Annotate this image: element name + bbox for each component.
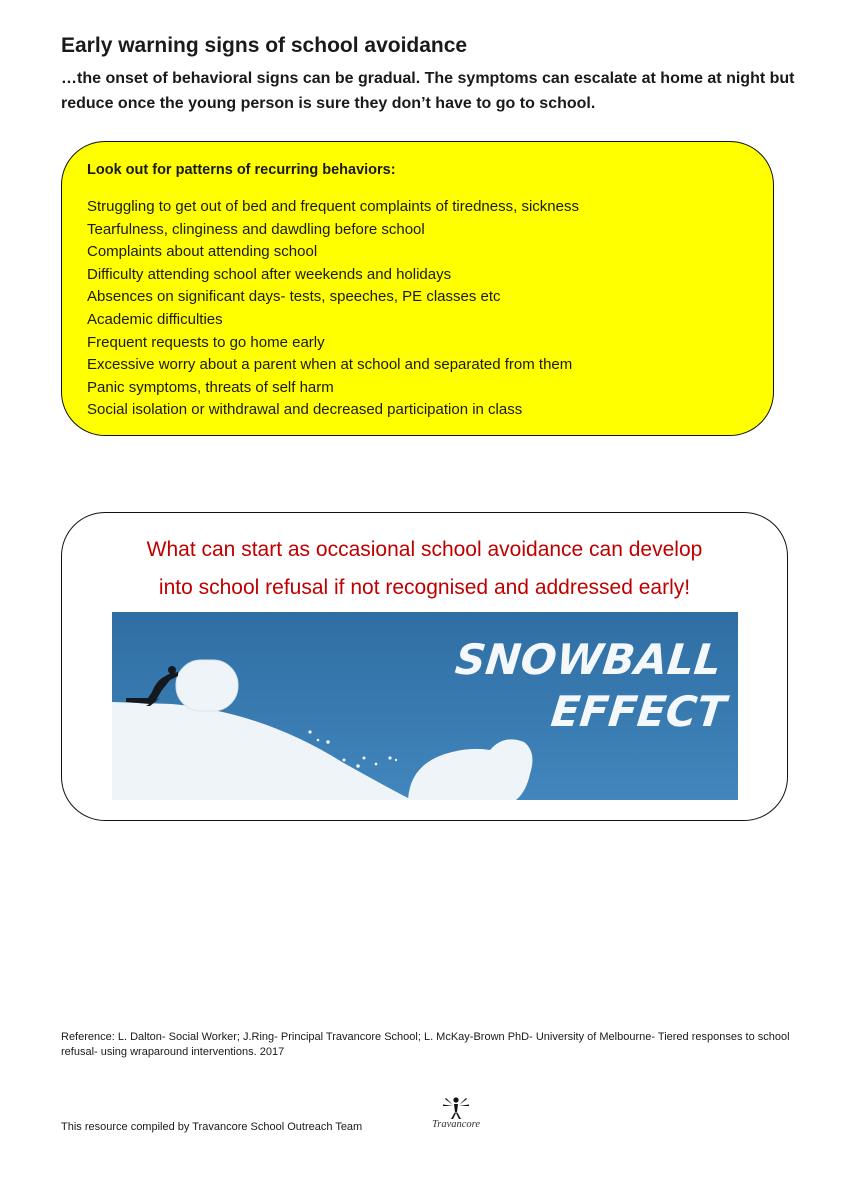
sign-item: Academic difficulties [87, 310, 223, 328]
page-subtitle: …the onset of behavioral signs can be gradual. The symptoms can escalate at home at night but reduce once the young person is sure they don’t have to go to school. [61, 70, 795, 112]
sign-item: Frequent requests to go home early [87, 333, 325, 351]
patterns-heading: Look out for patterns of recurring behaviors: [87, 162, 396, 178]
page-title: Early warning signs of school avoidance [61, 34, 468, 57]
reference-note: Reference: L. Dalton- Social Worker; J.Ring- Principal Travancore School; L. McKay-Brown PhD- University of Melbourne- Tiered responses to school refusal- using wraparound interventions. 2017 [61, 1031, 790, 1058]
travancore-logo [426, 1096, 486, 1138]
warning-line-2: into school refusal if not recognised and addressed early! [158, 576, 691, 599]
warning-box [61, 512, 788, 821]
logo-figure-icon [441, 1096, 471, 1120]
sign-item: Social isolation or withdrawal and decreased participation in class [87, 401, 523, 419]
snowball-caption-line-1: SNOWBALL [452, 635, 724, 684]
sign-item: Tearfulness, clinginess and dawdling before school [87, 220, 425, 238]
sign-item: Excessive worry about a parent when at school and separated from them [87, 356, 573, 374]
logo-text: Travancore [431, 1119, 481, 1130]
patterns-box [61, 141, 774, 436]
warning-line-1: What can start as occasional school avoidance can develop [146, 538, 703, 561]
compiled-by-note: This resource compiled by Travancore School Outreach Team [61, 1121, 363, 1133]
sign-item: Struggling to get out of bed and frequent complaints of tiredness, sickness [87, 198, 579, 215]
sign-item: Complaints about attending school [87, 243, 318, 261]
signs-list [87, 196, 749, 422]
snowball-caption-line-2: EFFECT [548, 687, 729, 736]
snowball-effect-image [112, 612, 738, 800]
sign-item: Difficulty attending school after weekends and holidays [87, 265, 452, 283]
snowball-illustration [112, 612, 738, 800]
sign-item: Absences on significant days- tests, speeches, PE classes etc [87, 288, 501, 306]
snowball-large [176, 660, 238, 711]
sign-item: Panic symptoms, threats of self harm [87, 378, 334, 396]
warning-message [62, 531, 787, 607]
